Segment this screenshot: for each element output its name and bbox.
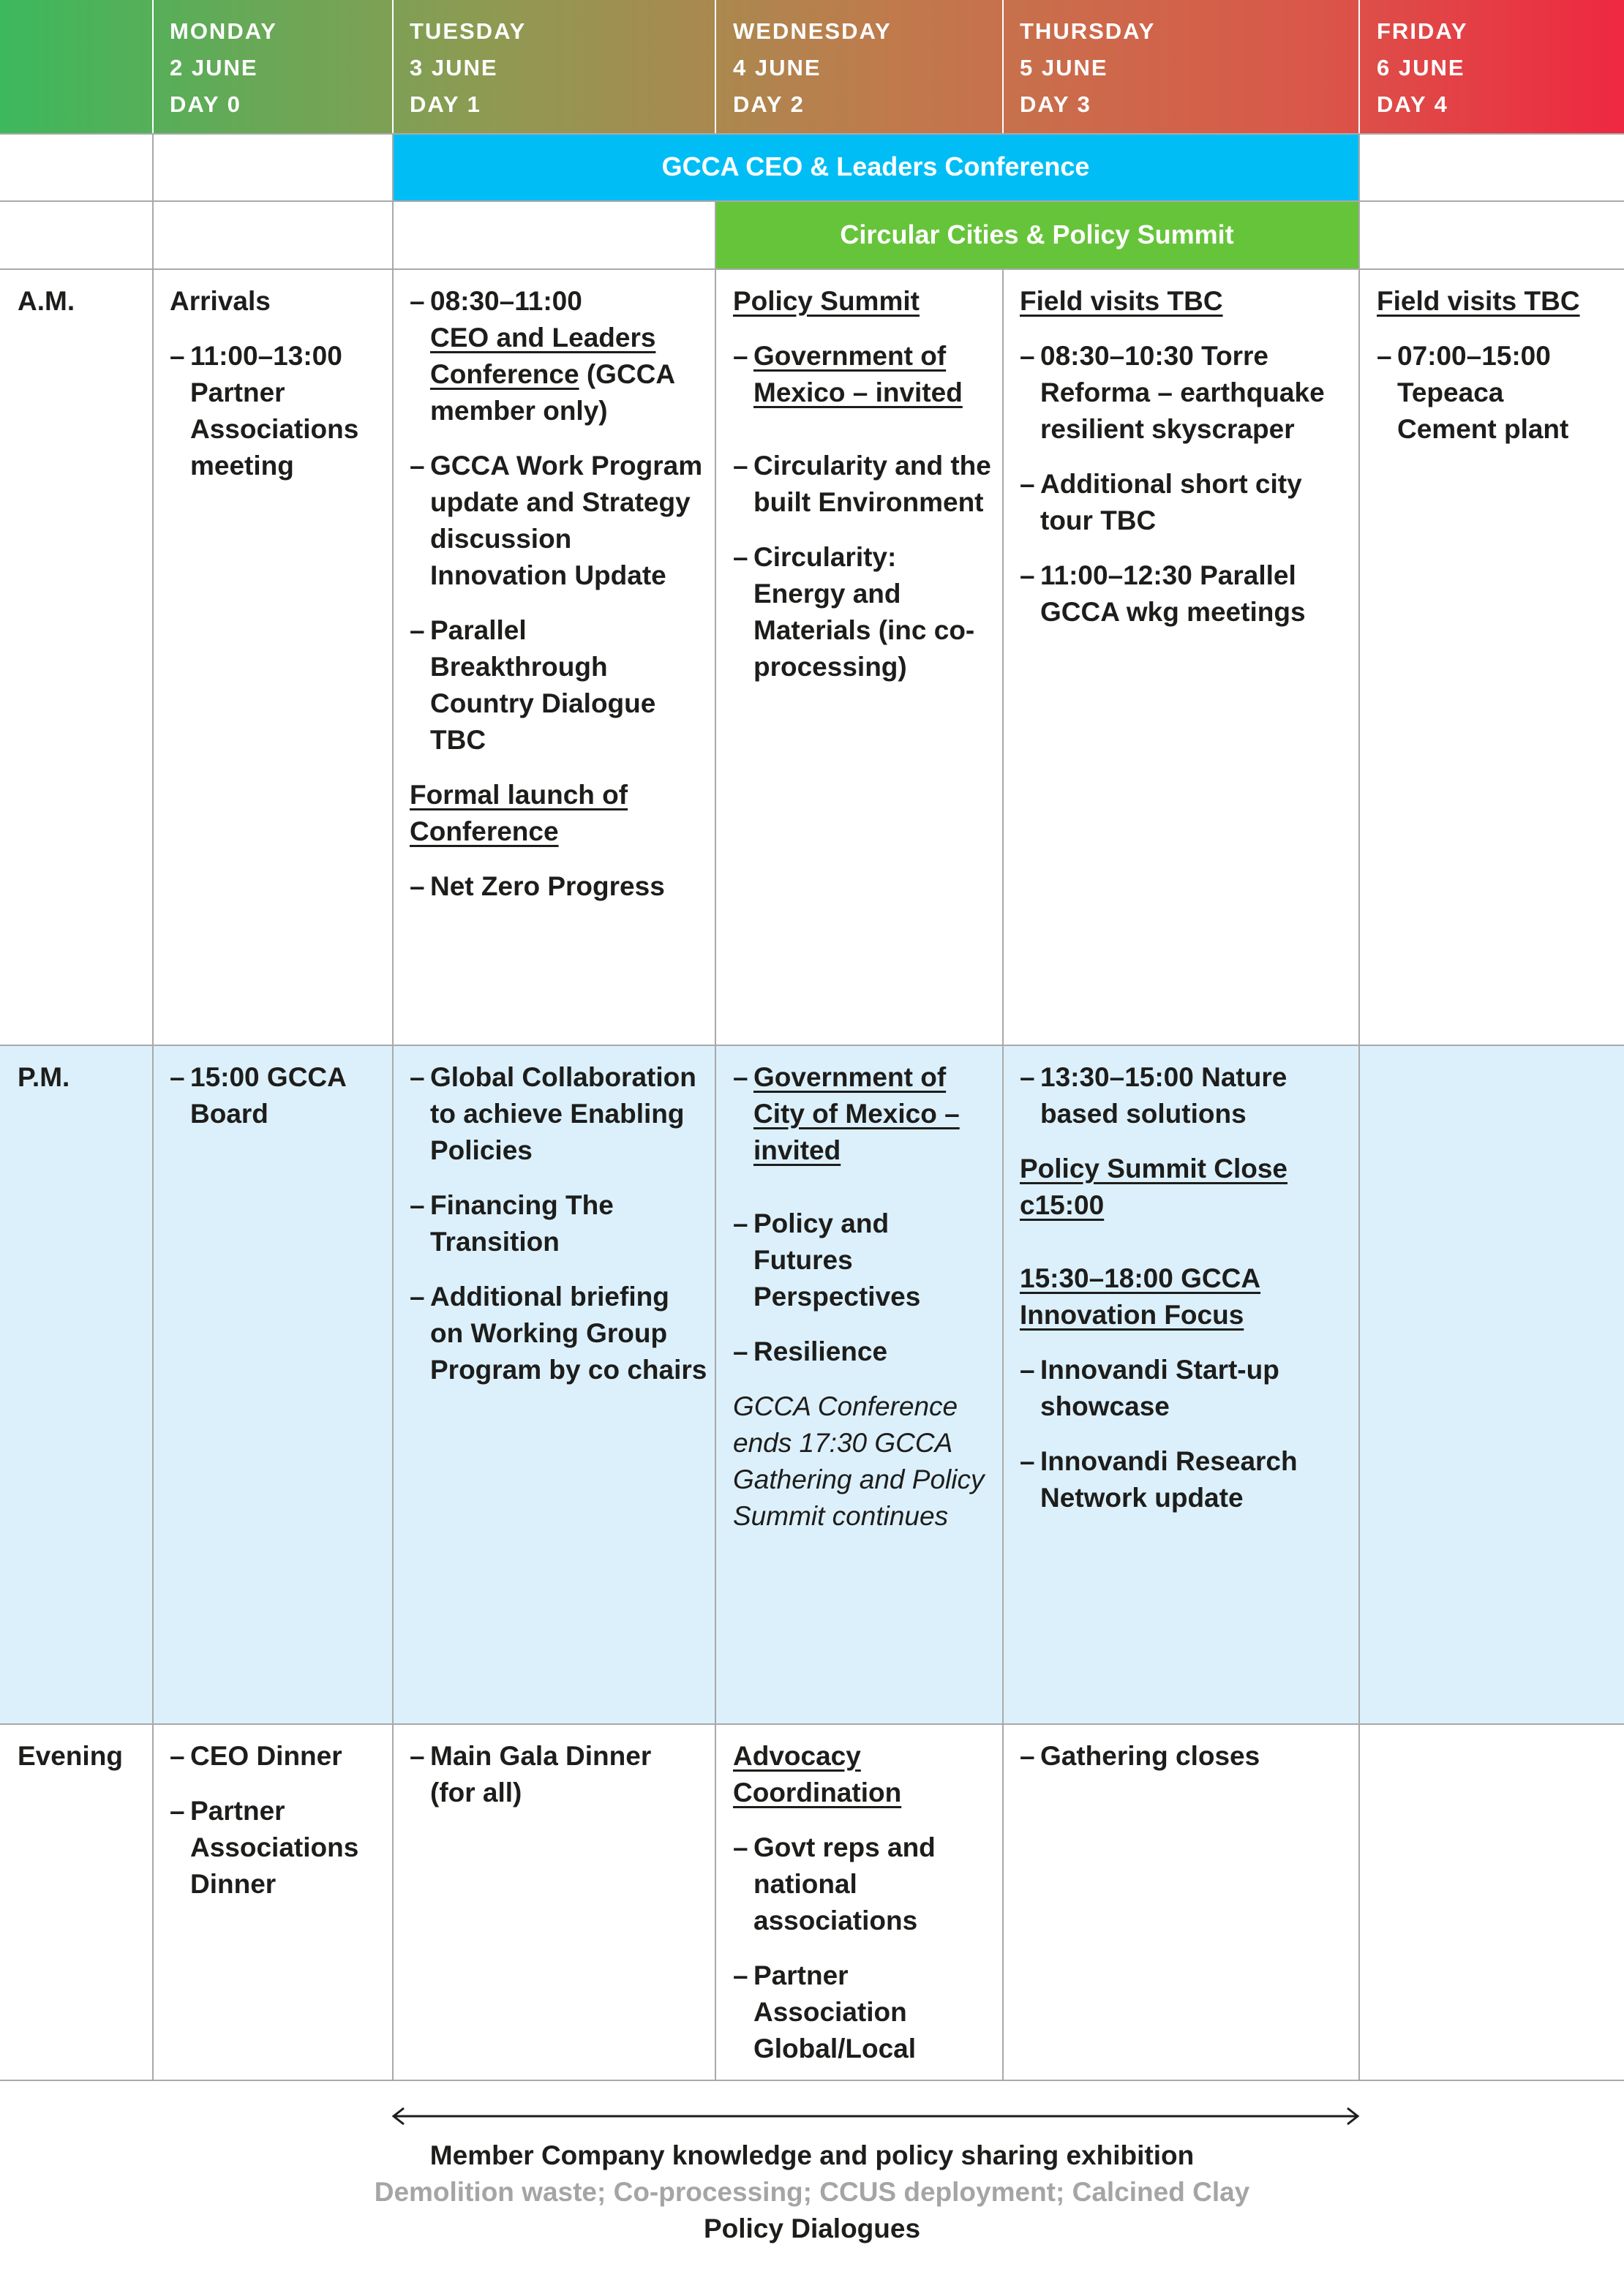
- exhibition-topics: Demolition waste; Co-processing; CCUS deployment; Calcined Clay: [374, 2177, 1250, 2207]
- list-item: – Financing The Transition: [410, 1187, 708, 1260]
- list-item: – Innovandi Start-up showcase: [1020, 1352, 1349, 1425]
- evening-wednesday-cell: [733, 1738, 952, 2085]
- list-item: – Partner Association Global/Local: [733, 1957, 973, 2067]
- exhibition-title: Member Company knowledge and policy sharing exhibition: [429, 2140, 1195, 2170]
- header-monday: MONDAY 2 JUNE DAY 0: [170, 18, 277, 117]
- policy-summit-close-heading: Policy Summit Close c15:00: [1020, 1154, 1287, 1220]
- policy-summit-heading: Policy Summit: [733, 286, 920, 316]
- list-item: – Innovandi Research Network update: [1020, 1443, 1349, 1516]
- list-item: – 07:00–15:00 Tepeaca Cement plant: [1377, 338, 1602, 448]
- row-label-pm: P.M.: [18, 1062, 70, 1092]
- list-item: – Circularity: Energy and Materials (inc co-processing): [733, 539, 993, 685]
- list-item: – 11:00–12:30 Parallel GCCA wkg meetings: [1020, 557, 1349, 631]
- list-item: – 11:00–13:00 Partner Associations meeting: [170, 338, 386, 484]
- list-item: – Additional short city tour TBC: [1020, 466, 1349, 539]
- am-thursday-cell: [1020, 283, 1349, 649]
- list-item: – Government of Mexico – invited: [733, 338, 993, 411]
- pm-thursday-cell: [1020, 1059, 1349, 1535]
- ceo-conference-link: CEO and Leaders Conference: [430, 323, 656, 389]
- evening-tuesday-cell: [410, 1738, 708, 1829]
- list-item: – Resilience: [733, 1334, 993, 1370]
- row-label-am: A.M.: [18, 286, 75, 316]
- list-item: – Govt reps and national associations: [733, 1829, 973, 1939]
- list-item: – 13:30–15:00 Nature based solutions: [1020, 1059, 1349, 1132]
- evening-thursday-cell: [1020, 1738, 1349, 1793]
- evening-monday-cell: [170, 1738, 386, 1921]
- am-friday-cell: [1377, 283, 1617, 466]
- pm-monday-cell: [170, 1059, 386, 1151]
- circular-summit-band: Circular Cities & Policy Summit: [715, 201, 1358, 268]
- pm-wednesday-cell: [733, 1059, 993, 1553]
- header-wednesday: WEDNESDAY 4 JUNE DAY 2: [733, 18, 892, 117]
- header-thursday: THURSDAY 5 JUNE DAY 3: [1020, 18, 1156, 117]
- am-monday-heading: Arrivals: [170, 286, 271, 316]
- list-item: – 15:00 GCCA Board: [170, 1059, 386, 1132]
- conference-end-note: GCCA Conference ends 17:30 GCCA Gathering and Policy Summit continues: [733, 1391, 985, 1531]
- list-item: – Main Gala Dinner (for all): [410, 1738, 686, 1811]
- schedule-header: [0, 0, 1624, 133]
- list-item: – Parallel Breakthrough Country Dialogue TBC: [410, 612, 708, 759]
- list-item: – Net Zero Progress: [410, 868, 708, 905]
- double-arrow-icon: [391, 2105, 1361, 2127]
- list-item: – 08:30–11:00 CEO and Leaders Conference (GCCA member only): [410, 283, 708, 429]
- list-item: – Government of City of Mexico – invited: [733, 1059, 988, 1169]
- am-wednesday-cell: [733, 283, 993, 704]
- list-item: – Partner Associations Dinner: [170, 1793, 386, 1903]
- header-friday: FRIDAY 6 JUNE DAY 4: [1377, 18, 1468, 117]
- ceo-conference-band: GCCA CEO & Leaders Conference: [393, 133, 1358, 200]
- list-item: – Global Collaboration to achieve Enabling Policies: [410, 1059, 708, 1169]
- advocacy-coordination-heading: Advocacy Coordination: [733, 1741, 902, 1808]
- header-tuesday: TUESDAY 3 JUNE DAY 1: [410, 18, 527, 117]
- innovation-focus-heading: 15:30–18:00 GCCA Innovation Focus: [1020, 1263, 1261, 1330]
- list-item: – Gathering closes: [1020, 1738, 1349, 1775]
- am-monday-cell: [170, 283, 386, 503]
- row-label-evening: Evening: [18, 1741, 123, 1771]
- am-tuesday-cell: [410, 283, 708, 923]
- list-item: – CEO Dinner: [170, 1738, 386, 1775]
- formal-launch-heading: Formal launch of Conference: [410, 780, 628, 846]
- list-item: – Circularity and the built Environment: [733, 448, 993, 521]
- list-item: – Policy and Futures Perspectives: [733, 1205, 993, 1315]
- field-visits-heading: Field visits TBC: [1020, 286, 1223, 316]
- list-item: – 08:30–10:30 Torre Reforma – earthquake resilient skyscraper: [1020, 338, 1349, 448]
- list-item: – Additional briefing on Working Group Program by co chairs: [410, 1279, 708, 1388]
- field-visits-heading: Field visits TBC: [1377, 286, 1580, 316]
- pm-tuesday-cell: [410, 1059, 708, 1407]
- policy-dialogues: Policy Dialogues: [703, 2213, 921, 2243]
- list-item: – GCCA Work Program update and Strategy discussion Innovation Update: [410, 448, 708, 594]
